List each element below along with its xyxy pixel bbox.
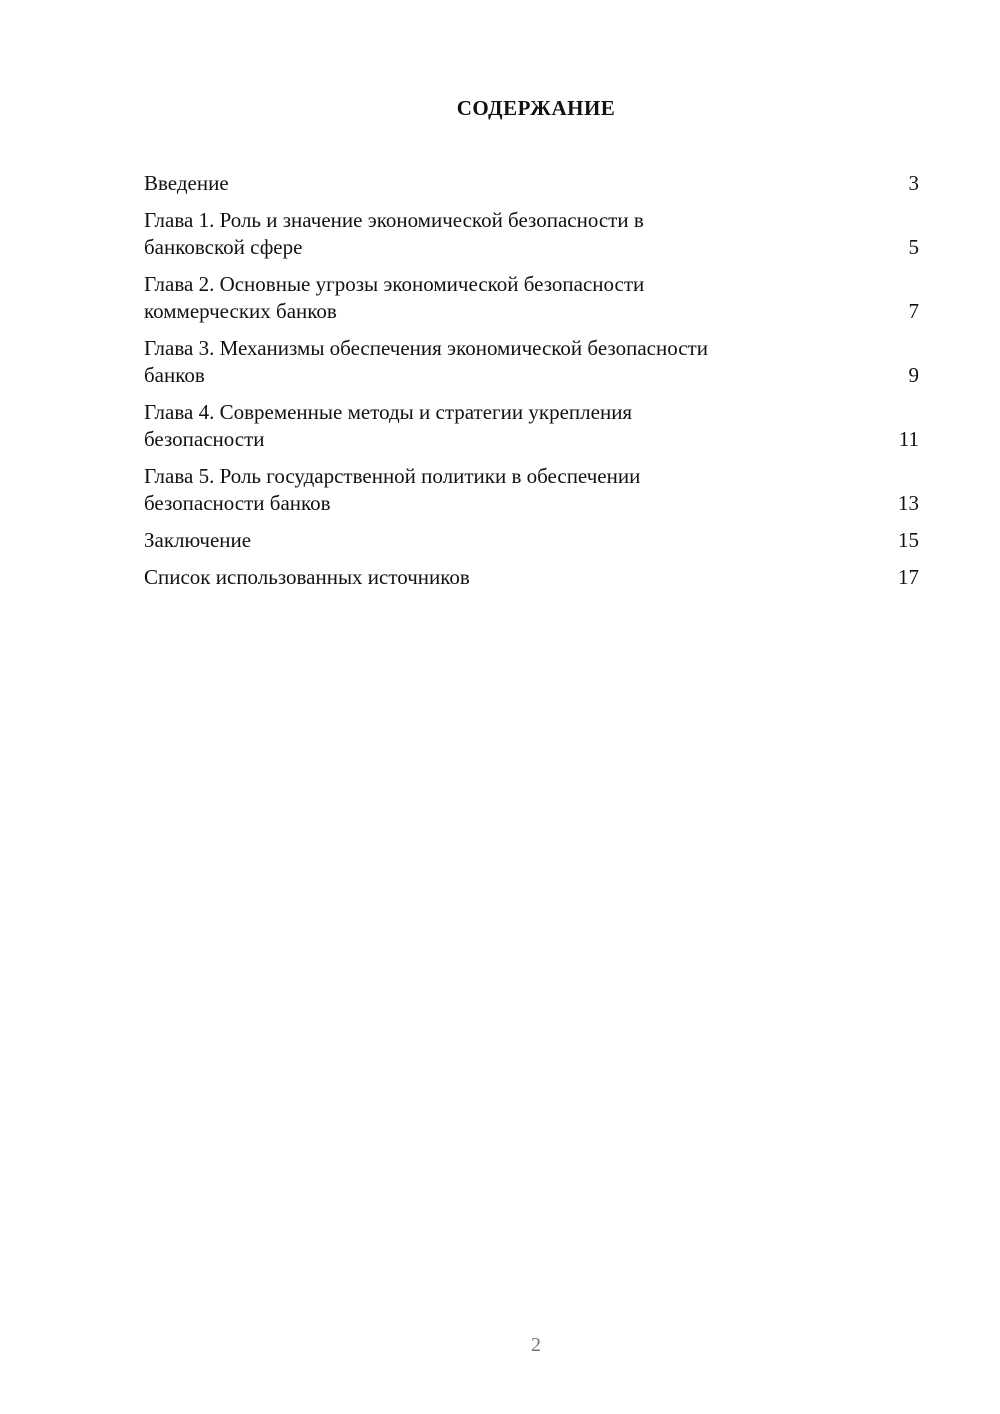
toc-entry-introduction[interactable] bbox=[144, 170, 919, 197]
toc-entry-conclusion[interactable] bbox=[144, 527, 919, 554]
toc-entry-label: Глава 3. Механизмы обеспечения экономической безопасности банков bbox=[144, 336, 708, 387]
toc-entry-label: Глава 5. Роль государственной политики в обеспечении безопасности банков bbox=[144, 464, 641, 515]
toc-entry-label: Глава 2. Основные угрозы экономической безопасности коммерческих банков bbox=[144, 272, 645, 323]
toc-entry-chapter-1[interactable] bbox=[144, 207, 919, 261]
toc-entry-page: 5 bbox=[908, 235, 919, 259]
toc-entry-page: 9 bbox=[908, 363, 919, 387]
toc-entry-chapter-4[interactable] bbox=[144, 399, 919, 453]
toc-entry-label: Глава 1. Роль и значение экономической безопасности в банковской сфере bbox=[144, 208, 644, 259]
page-title: СОДЕРЖАНИЕ bbox=[456, 96, 616, 120]
toc-entry-page: 13 bbox=[898, 491, 919, 515]
toc-entry-chapter-3[interactable] bbox=[144, 335, 919, 389]
toc-entry-references[interactable] bbox=[144, 564, 919, 591]
toc-entry-page: 3 bbox=[908, 171, 919, 195]
toc-entry-label: Введение bbox=[144, 171, 229, 195]
table-of-contents bbox=[144, 170, 919, 601]
toc-entry-label: Список использованных источников bbox=[144, 565, 470, 589]
toc-entry-label: Заключение bbox=[144, 528, 252, 552]
toc-entry-chapter-5[interactable] bbox=[144, 463, 919, 517]
toc-entry-chapter-2[interactable] bbox=[144, 271, 919, 325]
toc-entry-page: 7 bbox=[908, 299, 919, 323]
toc-entry-page: 11 bbox=[898, 427, 919, 451]
page-number: 2 bbox=[531, 1334, 541, 1356]
toc-entry-label: Глава 4. Современные методы и стратегии укрепления безопасности bbox=[144, 400, 633, 451]
toc-entry-page: 17 bbox=[898, 565, 919, 589]
toc-entry-page: 15 bbox=[898, 528, 919, 552]
